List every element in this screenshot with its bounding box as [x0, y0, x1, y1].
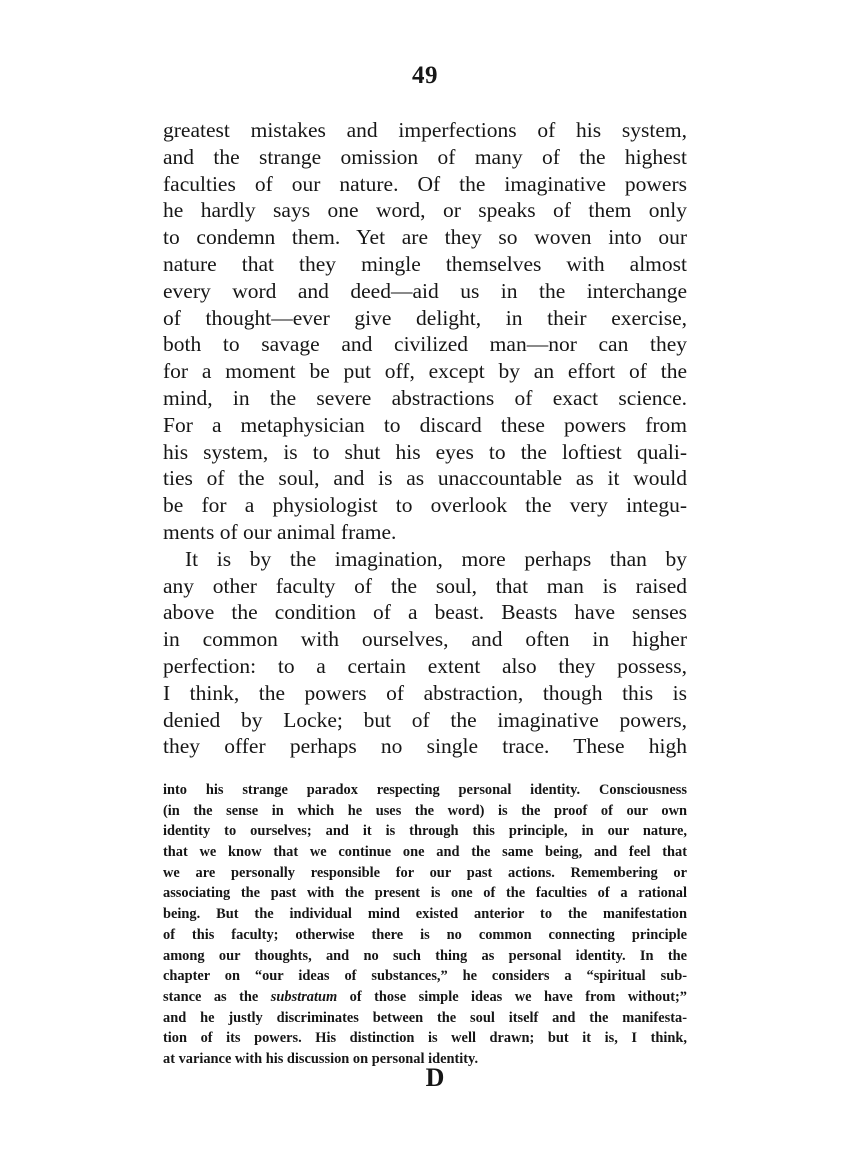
body-line: be for a physiologist to overlook the very integu-: [163, 493, 687, 518]
footnote-line: that we know that we continue one and the same being, and feel that: [163, 844, 687, 861]
footnote-line: (in the sense in which he uses the word) is the proof of our own: [163, 802, 687, 819]
body-line: perfection: to a certain extent also they possess,: [163, 653, 687, 678]
body-line: he hardly says one word, or speaks of them only: [163, 198, 687, 223]
body-line: ties of the soul, and is as unaccountable as it would: [163, 466, 687, 491]
body-line: denied by Locke; but of the imaginative powers,: [163, 707, 687, 732]
footnote-line: among our thoughts, and no such thing as personal identity. In the: [163, 947, 687, 964]
footnote-line: into his strange paradox respecting personal identity. Consciousness: [163, 782, 687, 798]
footnote-line: associating the past with the present is one of the faculties of a rational: [163, 885, 687, 902]
footnote-line: we are personally responsible for our past actions. Remembering or: [163, 864, 687, 881]
body-line: for a moment be put off, except by an effort of the: [163, 359, 687, 384]
footnote-line: of this faculty; otherwise there is no common connecting principle: [163, 926, 687, 943]
body-line: of thought—ever give delight, in their exercise,: [163, 305, 687, 330]
body-line: to condemn them. Yet are they so woven into our: [163, 225, 687, 250]
footnote-line: identity to ourselves; and it is through this principle, in our nature,: [163, 823, 687, 840]
footnote-line: chapter on “our ideas of substances,” he considers a “spiritual sub-: [163, 968, 687, 985]
body-line: above the condition of a beast. Beasts have senses: [163, 600, 687, 625]
body-line: both to savage and civilized man—nor can they: [163, 332, 687, 357]
body-line: For a metaphysician to discard these powers from: [163, 412, 687, 437]
body-line: his system, is to shut his eyes to the loftiest quali-: [163, 439, 687, 464]
body-line: mind, in the severe abstractions of exact science.: [163, 385, 687, 410]
body-line: in common with ourselves, and often in higher: [163, 627, 687, 652]
body-line: greatest mistakes and imperfections of his system,: [163, 118, 687, 142]
body-line: I think, the powers of abstraction, though this is: [163, 680, 687, 705]
body-line: any other faculty of the soul, that man is raised: [163, 573, 687, 598]
footnote-line: at variance with his discussion on personal identity.: [163, 1050, 479, 1067]
footnote-line: stance as the substratum of those simple ideas we have from without;”: [163, 988, 688, 1005]
body-line: It is by the imagination, more perhaps than by: [185, 546, 687, 571]
signature-mark: D: [425, 1063, 445, 1092]
body-line: ments of our animal frame.: [163, 519, 397, 544]
footnote-line: and he justly discriminates between the soul itself and the manifesta-: [163, 1009, 687, 1026]
body-line: faculties of our nature. Of the imaginative powers: [163, 171, 687, 196]
body-line: nature that they mingle themselves with almost: [163, 251, 687, 276]
body-line: every word and deed—aid us in the interchange: [163, 278, 687, 303]
body-line: and the strange omission of many of the highest: [163, 144, 687, 169]
footnote-line: being. But the individual mind existed anterior to the manifestation: [163, 906, 687, 923]
body-line: they offer perhaps no single trace. These high: [163, 734, 687, 759]
page-number: 49: [412, 62, 438, 89]
footnote: [163, 780, 687, 1070]
footnote-line: tion of its powers. His distinction is well drawn; but it is, I think,: [163, 1030, 687, 1047]
body-text: [163, 117, 687, 760]
